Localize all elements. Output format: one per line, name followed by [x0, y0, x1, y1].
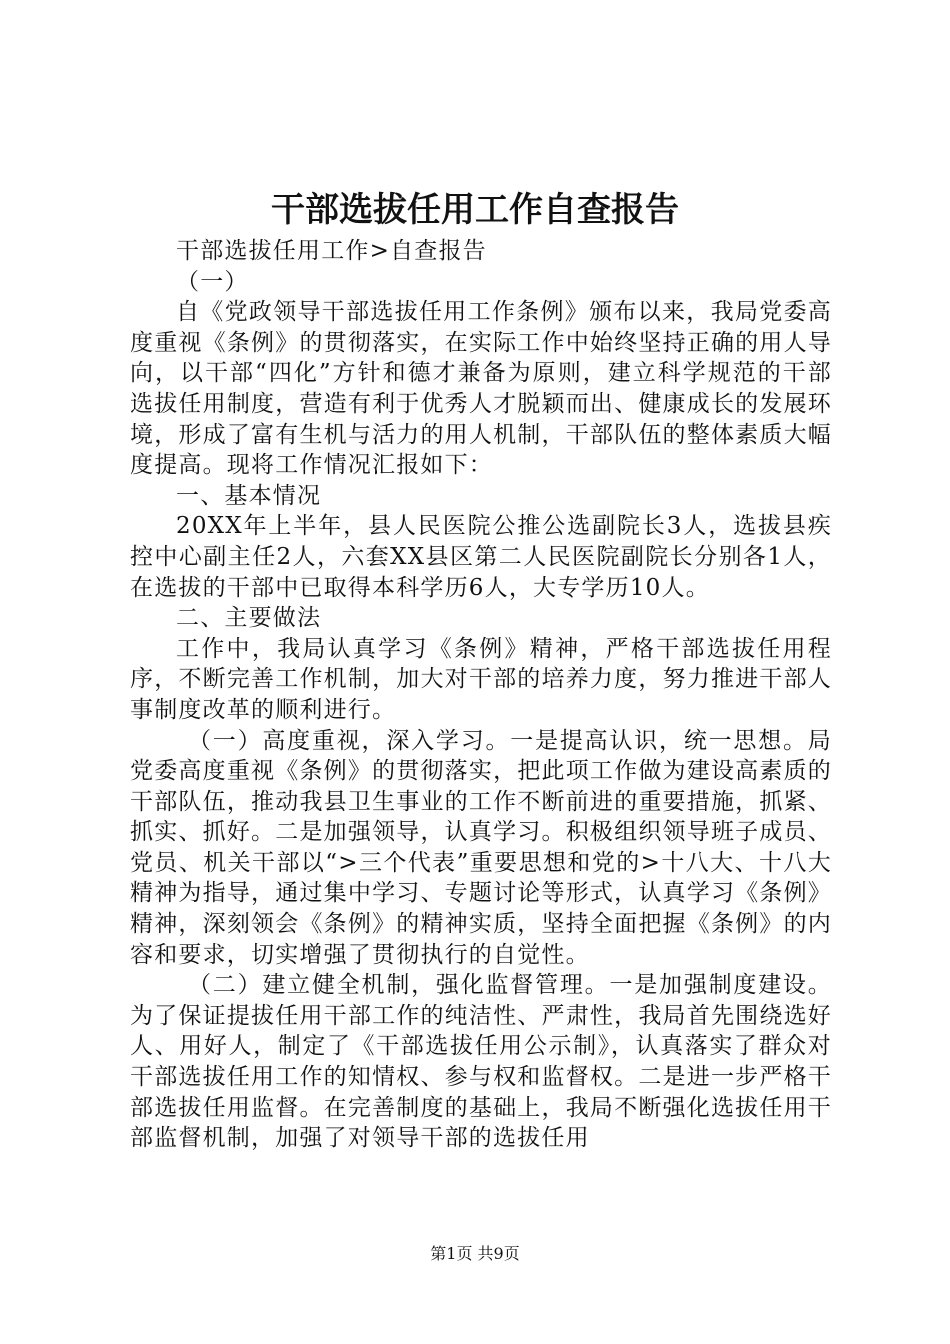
intro-paragraph: 自《党政领导干部选拔任用工作条例》颁布以来，我局党委高度重视《条例》的贯彻落实，在实际工作中始终坚持正确的用人导向，以干部“四化”方针和德才兼备为原则，建立科学规范的干部选拔任用制度，营造有利于优秀人才脱颖而出、健康成长的发展环境，形成了富有生机与活力的用人机制，干部队伍的整体素质大幅度提高。现将工作情况汇报如下： — [130, 299, 832, 479]
section-mark: （一） — [176, 268, 249, 295]
page-number: 第1页 共9页 — [430, 1244, 520, 1263]
document-body — [130, 236, 832, 1154]
heading-main-practices: 二、主要做法 — [176, 605, 322, 632]
practice-two-paragraph: （二）建立健全机制，强化监督管理。一是加强制度建设。为了保证提拔任用干部工作的纯洁性、严肃性，我局首先围绕选好人、用好人，制定了《干部选拔任用公示制》，认真落实了群众对干部选拔任用工作的知情权、参与权和监督权。二是进一步严格干部选拔任用监督。在完善制度的基础上，我局不断强化选拔任用干部监督机制，加强了对领导干部的选拔任用 — [130, 972, 832, 1152]
document-title: 干部选拔任用工作自查报告 — [271, 190, 679, 230]
document-subtitle: 干部选拔任用工作>自查报告 — [176, 238, 487, 264]
heading-basic-situation: 一、基本情况 — [176, 482, 322, 509]
basic-situation-paragraph: 20XX年上半年，县人民医院公推公选副院长3人，选拔县疾控中心副主任2人，六套XX县区第二人民医院副院长分别各1人，在选拔的干部中已取得本科学历6人，大专学历10人。 — [130, 513, 832, 601]
main-practices-paragraph: 工作中，我局认真学习《条例》精神，严格干部选拔任用程序，不断完善工作机制，加大对干部的培养力度，努力推进干部人事制度改革的顺利进行。 — [130, 635, 832, 723]
practice-one-paragraph: （一）高度重视，深入学习。一是提高认识，统一思想。局党委高度重视《条例》的贯彻落实，把此项工作做为建设高素质的干部队伍，推动我县卫生事业的工作不断前进的重要措施，抓紧、抓实、抓好。二是加强领导，认真学习。积极组织领导班子成员、党员、机关干部以“>三个代表”重要思想和党的>十八大、十八大精神为指导，通过集中学习、专题讨论等形式，认真学习《条例》精神，深刻领会《条例》的精神实质，坚持全面把握《条例》的内容和要求，切实增强了贯彻执行的自觉性。 — [130, 727, 832, 968]
